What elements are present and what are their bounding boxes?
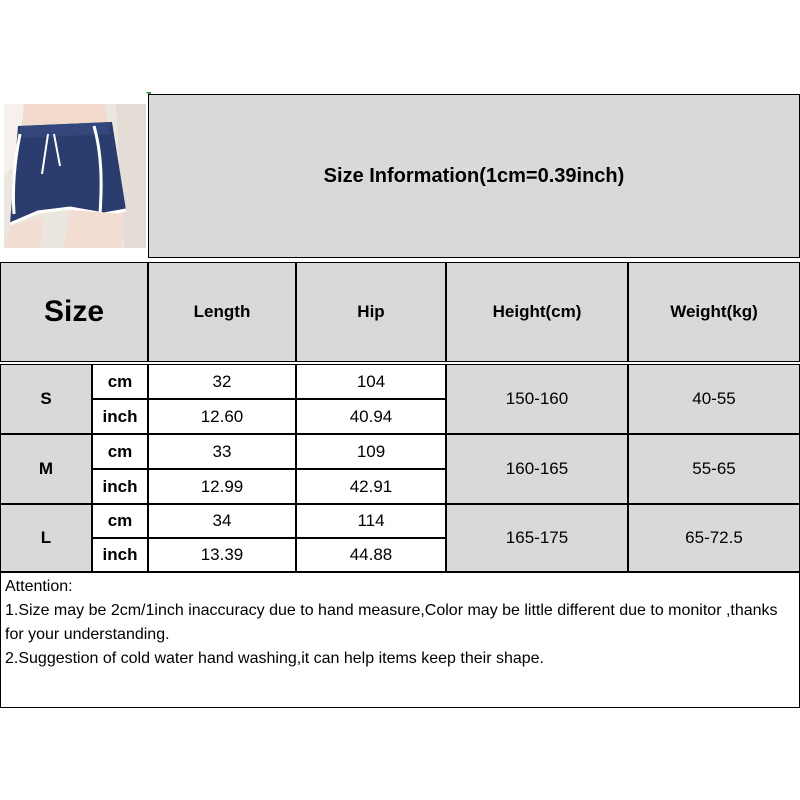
size-label-l: L <box>0 504 92 572</box>
size-header: Size <box>0 262 148 362</box>
chart-title: Size Information(1cm=0.39inch) <box>148 94 800 258</box>
column-header-hip: Hip <box>296 262 446 362</box>
column-header-length: Length <box>148 262 296 362</box>
s-height: 150-160 <box>446 364 628 434</box>
note-washing: 2.Suggestion of cold water hand washing,it can help items keep their shape. <box>5 650 544 667</box>
l-hip-inch: 44.88 <box>296 538 446 572</box>
column-header-weight: Weight(kg) <box>628 262 800 362</box>
m-length-inch: 12.99 <box>148 469 296 504</box>
s-length-inch: 12.60 <box>148 399 296 434</box>
s-length-cm: 32 <box>148 364 296 399</box>
s-weight: 40-55 <box>628 364 800 434</box>
unit-cm: cm <box>92 434 148 469</box>
unit-cm: cm <box>92 364 148 399</box>
m-hip-cm: 109 <box>296 434 446 469</box>
m-length-cm: 33 <box>148 434 296 469</box>
attention-notes <box>0 572 800 708</box>
size-label-m: M <box>0 434 92 504</box>
unit-inch: inch <box>92 538 148 572</box>
product-photo <box>4 104 146 248</box>
unit-cm: cm <box>92 504 148 538</box>
m-hip-inch: 42.91 <box>296 469 446 504</box>
column-header-height: Height(cm) <box>446 262 628 362</box>
l-hip-cm: 114 <box>296 504 446 538</box>
s-hip-inch: 40.94 <box>296 399 446 434</box>
notes-heading: Attention: <box>5 578 73 595</box>
size-label-s: S <box>0 364 92 434</box>
l-height: 165-175 <box>446 504 628 572</box>
l-weight: 65-72.5 <box>628 504 800 572</box>
note-measurement: 1.Size may be 2cm/1inch inaccuracy due to hand measure,Color may be little different due to monitor ,thanks for your understanding. <box>5 602 778 643</box>
l-length-cm: 34 <box>148 504 296 538</box>
m-height: 160-165 <box>446 434 628 504</box>
s-hip-cm: 104 <box>296 364 446 399</box>
unit-inch: inch <box>92 469 148 504</box>
l-length-inch: 13.39 <box>148 538 296 572</box>
unit-inch: inch <box>92 399 148 434</box>
m-weight: 55-65 <box>628 434 800 504</box>
